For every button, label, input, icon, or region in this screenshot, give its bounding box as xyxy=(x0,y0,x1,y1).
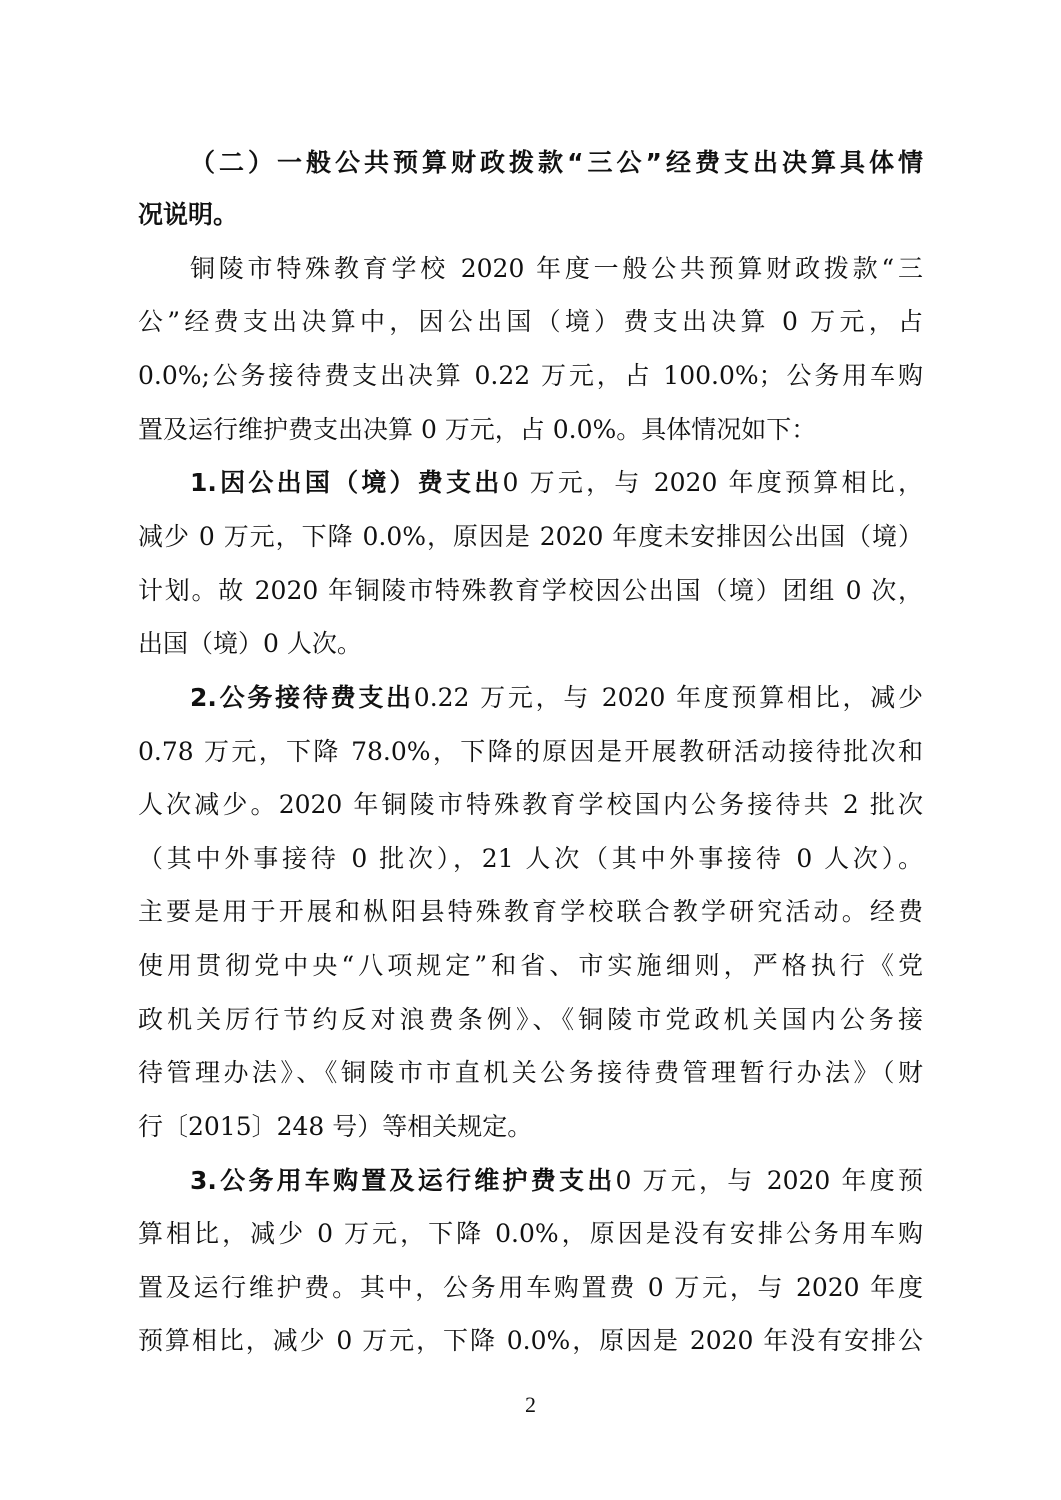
section3-first-rest: 0 万元，与 2020 年度预 xyxy=(615,1166,923,1195)
section2-line: 使用贯彻党中央“八项规定”和省、市实施细则，严格执行《党 xyxy=(138,951,923,980)
section2-line: 人次减少。2020 年铜陵市特殊教育学校国内公务接待共 2 批次 xyxy=(138,790,923,819)
section-heading-line-1: （二）一般公共预算财政拨款“三公”经费支出决算具体情 xyxy=(190,148,923,177)
section1-first-rest: 0 万元，与 2020 年度预算相比， xyxy=(502,468,923,497)
section3-line: 置及运行维护费。其中，公务用车购置费 0 万元，与 2020 年度 xyxy=(138,1273,923,1302)
section2-line: 待管理办法》、《铜陵市市直机关公务接待费管理暂行办法》（财 xyxy=(138,1058,923,1087)
section3-line: 预算相比，减少 0 万元，下降 0.0%，原因是 2020 年没有安排公 xyxy=(138,1326,923,1355)
intro-line-2: 公”经费支出决算中，因公出国（境）费支出决算 0 万元，占 xyxy=(138,307,923,336)
section3-line: 算相比，减少 0 万元，下降 0.0%，原因是没有安排公务用车购 xyxy=(138,1219,923,1248)
intro-line-3: 0.0%;公务接待费支出决算 0.22 万元，占 100.0%；公务用车购 xyxy=(138,361,923,390)
section1-line: 减少 0 万元，下降 0.0%，原因是 2020 年度未安排因公出国（境） xyxy=(138,522,923,551)
section1-title: 1.因公出国（境）费支出 xyxy=(190,468,503,497)
section2-line: 行〔2015〕248 号）等相关规定。 xyxy=(138,1112,533,1141)
section2-line: 0.78 万元，下降 78.0%，下降的原因是开展教研活动接待批次和 xyxy=(138,737,923,766)
section1-line: 计划。故 2020 年铜陵市特殊教育学校因公出国（境）团组 0 次， xyxy=(138,576,923,605)
section3-first-line xyxy=(190,1164,923,1198)
intro-line-1: 铜陵市特殊教育学校 2020 年度一般公共预算财政拨款“三 xyxy=(190,254,923,283)
section1-first-line xyxy=(190,466,923,500)
section3-title: 3.公务用车购置及运行维护费支出 xyxy=(190,1166,616,1195)
section2-title: 2.公务接待费支出 xyxy=(190,683,414,712)
section2-first-line xyxy=(190,681,923,715)
section-heading-line-2: 况说明。 xyxy=(138,200,239,229)
section2-line: 政机关厉行节约反对浪费条例》、《铜陵市党政机关国内公务接 xyxy=(138,1005,923,1034)
section2-first-rest: 0.22 万元，与 2020 年度预算相比，减少 xyxy=(413,683,923,712)
section2-line: 主要是用于开展和枞阳县特殊教育学校联合教学研究活动。经费 xyxy=(138,897,923,926)
page-number: 2 xyxy=(525,1392,536,1417)
section2-line: （其中外事接待 0 批次），21 人次（其中外事接待 0 人次）。 xyxy=(138,844,923,873)
section1-line: 出国（境）0 人次。 xyxy=(138,629,362,658)
intro-line-4: 置及运行维护费支出决算 0 万元，占 0.0%。具体情况如下： xyxy=(138,415,817,444)
